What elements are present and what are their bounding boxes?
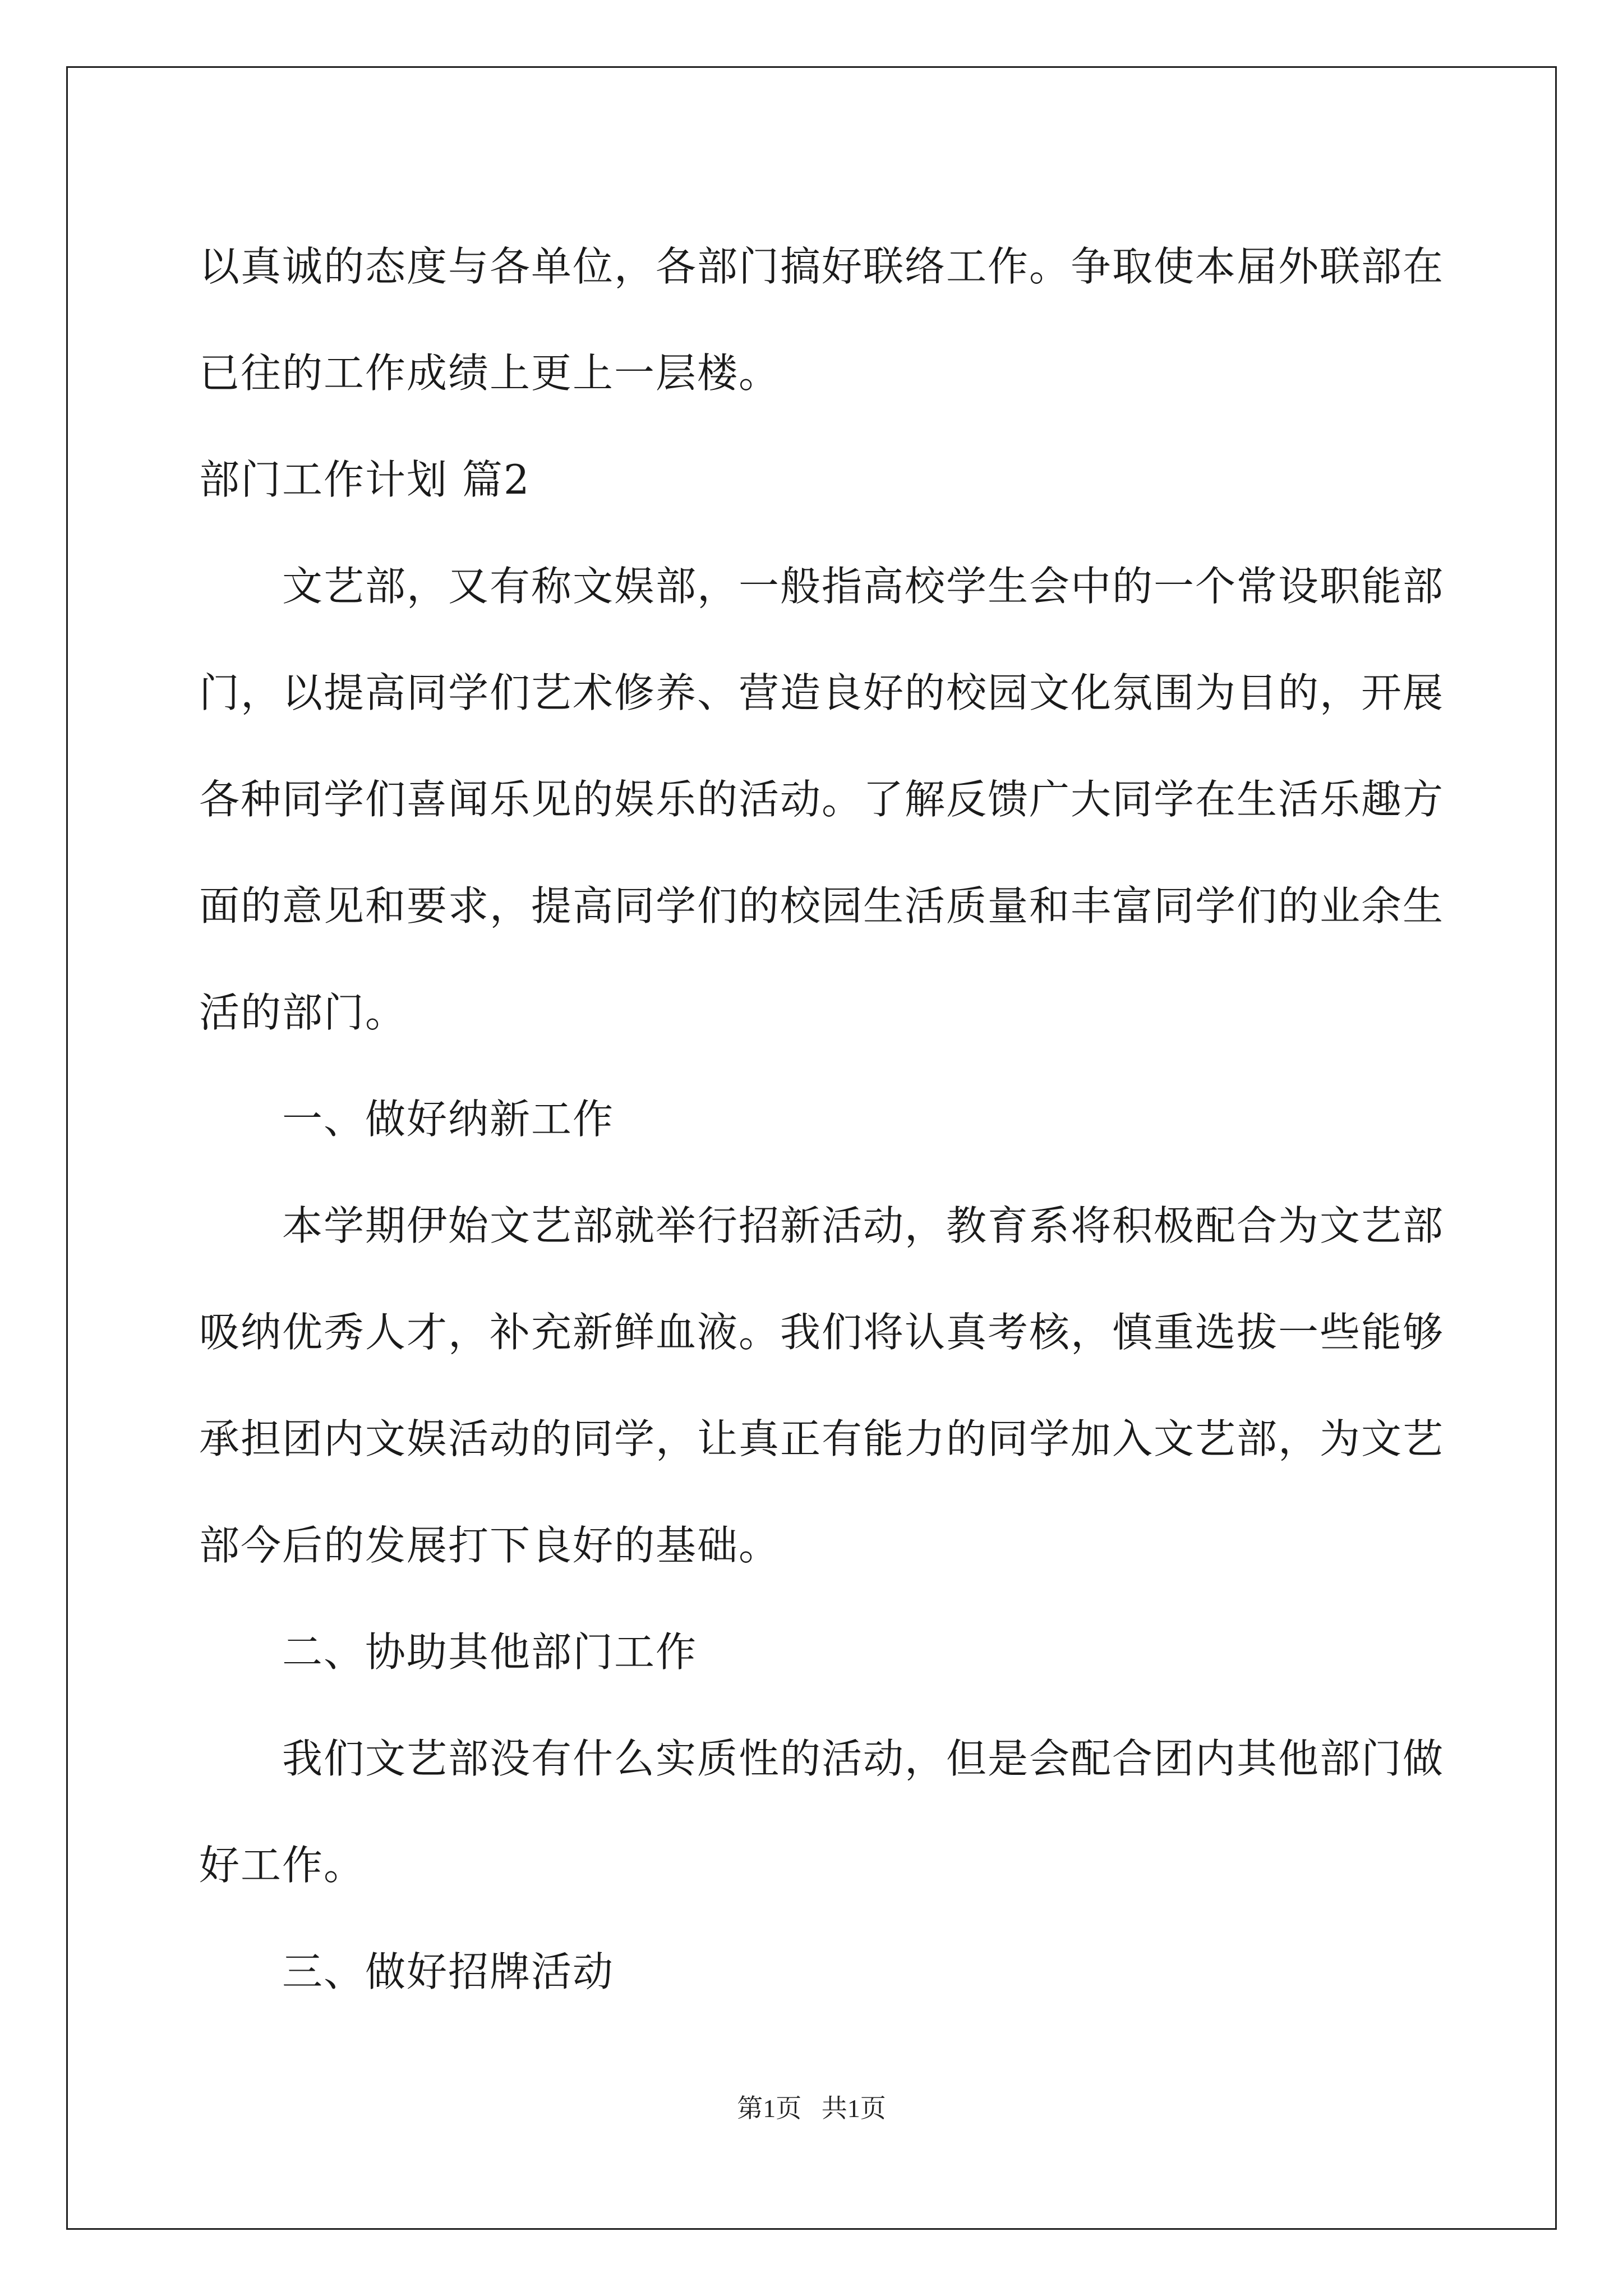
section-heading: 部门工作计划 篇2 (199, 456, 531, 503)
paragraph-line: 活的部门。 (199, 989, 407, 1036)
paragraph-line: 文艺部，又有称文娱部，一般指高校学生会中的一个常设职能部 (282, 563, 1445, 610)
paragraph-line: 我们文艺部没有什么实质性的活动，但是会配合团内其他部门做 (282, 1735, 1445, 1782)
paragraph-line: 以真诚的态度与各单位，各部门搞好联络工作。争取使本届外联部在 (199, 243, 1445, 290)
document-body (199, 213, 1445, 2025)
paragraph-line: 门，以提高同学们艺术修养、营造良好的校园文化氛围为目的，开展 (199, 669, 1445, 716)
subheading: 一、做好纳新工作 (282, 1096, 615, 1143)
paragraph-line: 本学期伊始文艺部就举行招新活动，教育系将积极配合为文艺部 (282, 1202, 1445, 1249)
paragraph-line: 各种同学们喜闻乐见的娱乐的活动。了解反馈广大同学在生活乐趣方 (199, 776, 1445, 823)
paragraph-line: 部今后的发展打下良好的基础。 (199, 1522, 781, 1569)
paragraph-line: 承担团内文娱活动的同学，让真正有能力的同学加入文艺部，为文艺 (199, 1415, 1445, 1462)
subheading: 二、协助其他部门工作 (282, 1628, 698, 1676)
page-footer: 第1页 共1页 (737, 2094, 886, 2123)
paragraph-line: 已往的工作成绩上更上一层楼。 (199, 349, 781, 397)
paragraph-line: 面的意见和要求，提高同学们的校园生活质量和丰富同学们的业余生 (199, 882, 1445, 930)
paragraph-line: 吸纳优秀人才，补充新鲜血液。我们将认真考核，慎重选拔一些能够 (199, 1309, 1445, 1356)
subheading: 三、做好招牌活动 (282, 1948, 615, 1995)
paragraph-line: 好工作。 (199, 1842, 366, 1889)
